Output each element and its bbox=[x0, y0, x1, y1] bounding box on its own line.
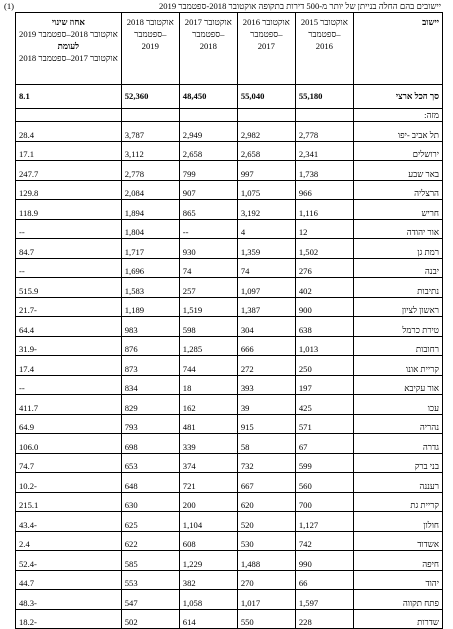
row-value: 721 bbox=[179, 473, 237, 493]
table-row bbox=[16, 161, 443, 181]
row-value: 66 bbox=[295, 570, 353, 590]
table-row bbox=[16, 531, 443, 551]
section-empty-cell bbox=[16, 109, 122, 122]
row-value: 1,488 bbox=[237, 551, 295, 571]
row-value: 997 bbox=[237, 161, 295, 181]
table-row bbox=[16, 453, 443, 473]
row-value: 200 bbox=[179, 492, 237, 512]
row-value: 1,597 bbox=[295, 590, 353, 610]
row-value: 3,192 bbox=[237, 200, 295, 220]
row-change: 106.0 bbox=[16, 434, 122, 454]
table-row bbox=[16, 551, 443, 571]
row-change: -31.9 bbox=[16, 336, 122, 356]
row-city: גדרה bbox=[353, 434, 442, 454]
table-row bbox=[16, 141, 443, 161]
row-value: 3,112 bbox=[121, 141, 179, 161]
header-percent-change bbox=[16, 13, 122, 85]
row-change: 129.8 bbox=[16, 180, 122, 200]
row-value: 18 bbox=[179, 375, 237, 395]
row-value: 865 bbox=[179, 200, 237, 220]
table-row bbox=[16, 570, 443, 590]
row-change: 17.1 bbox=[16, 141, 122, 161]
table-row bbox=[16, 609, 443, 629]
section-row bbox=[16, 109, 443, 122]
section-empty-cell bbox=[179, 109, 237, 122]
row-value: 1,894 bbox=[121, 200, 179, 220]
total-value-2018-2019: 52,360 bbox=[121, 85, 179, 109]
row-value: 698 bbox=[121, 434, 179, 454]
row-city: חיפה bbox=[353, 551, 442, 571]
row-value: 876 bbox=[121, 336, 179, 356]
row-value: 1,738 bbox=[295, 161, 353, 181]
section-empty-cell bbox=[295, 109, 353, 122]
row-value: 648 bbox=[121, 473, 179, 493]
row-value: 990 bbox=[295, 551, 353, 571]
row-value: 520 bbox=[237, 512, 295, 532]
row-value: 1,075 bbox=[237, 180, 295, 200]
row-city: חולון bbox=[353, 512, 442, 532]
row-city: פתח תקווה bbox=[353, 590, 442, 610]
total-change: 8.1 bbox=[16, 85, 122, 109]
table-row bbox=[16, 317, 443, 337]
table-row bbox=[16, 356, 443, 376]
row-value: 732 bbox=[237, 453, 295, 473]
row-value: 530 bbox=[237, 531, 295, 551]
row-value: 2,658 bbox=[237, 141, 295, 161]
row-value: 667 bbox=[237, 473, 295, 493]
row-value: 382 bbox=[179, 570, 237, 590]
table-row bbox=[16, 492, 443, 512]
row-value: 614 bbox=[179, 609, 237, 629]
row-value: 39 bbox=[237, 395, 295, 415]
row-city: יהוד bbox=[353, 570, 442, 590]
table-row bbox=[16, 375, 443, 395]
row-value: 250 bbox=[295, 356, 353, 376]
row-value: 608 bbox=[179, 531, 237, 551]
row-value: 1,189 bbox=[121, 297, 179, 317]
header-period-2017-2018: אוקטובר 2017 –ספטמבר 2018 bbox=[179, 13, 237, 85]
row-change: -- bbox=[16, 258, 122, 278]
row-value: 1,717 bbox=[121, 239, 179, 259]
row-value: -- bbox=[179, 219, 237, 239]
row-change: 64.4 bbox=[16, 317, 122, 337]
row-change: 64.9 bbox=[16, 414, 122, 434]
row-value: 374 bbox=[179, 453, 237, 473]
row-value: 1,387 bbox=[237, 297, 295, 317]
section-label: מזה: bbox=[353, 109, 442, 122]
row-value: 2,084 bbox=[121, 180, 179, 200]
row-value: 793 bbox=[121, 414, 179, 434]
row-city: אור עקיבא bbox=[353, 375, 442, 395]
row-value: 1,013 bbox=[295, 336, 353, 356]
row-value: 2,778 bbox=[295, 122, 353, 142]
row-value: 272 bbox=[237, 356, 295, 376]
row-city: שדרות bbox=[353, 609, 442, 629]
row-value: 1,017 bbox=[237, 590, 295, 610]
row-change: -52.4 bbox=[16, 551, 122, 571]
row-value: 1,229 bbox=[179, 551, 237, 571]
row-value: 834 bbox=[121, 375, 179, 395]
row-value: 620 bbox=[237, 492, 295, 512]
row-value: 915 bbox=[237, 414, 295, 434]
row-city: באר שבע bbox=[353, 161, 442, 181]
header-change-line3: אוקטובר 2017–ספטמבר 2018 bbox=[19, 53, 118, 63]
row-change: 411.7 bbox=[16, 395, 122, 415]
housing-starts-table bbox=[15, 12, 443, 629]
header-city: יישוב bbox=[353, 13, 442, 85]
row-value: 744 bbox=[179, 356, 237, 376]
row-change: -48.3 bbox=[16, 590, 122, 610]
row-city: נהריה bbox=[353, 414, 442, 434]
row-value: 1,097 bbox=[237, 278, 295, 298]
row-city: בני ברק bbox=[353, 453, 442, 473]
row-change: 2.4 bbox=[16, 531, 122, 551]
row-value: 425 bbox=[295, 395, 353, 415]
row-value: 560 bbox=[295, 473, 353, 493]
row-change: -- bbox=[16, 219, 122, 239]
row-value: 162 bbox=[179, 395, 237, 415]
row-value: 1,104 bbox=[179, 512, 237, 532]
row-value: 1,583 bbox=[121, 278, 179, 298]
row-value: 983 bbox=[121, 317, 179, 337]
table-row bbox=[16, 434, 443, 454]
section-empty-cell bbox=[121, 109, 179, 122]
row-value: 585 bbox=[121, 551, 179, 571]
row-value: 1,285 bbox=[179, 336, 237, 356]
row-value: 1,359 bbox=[237, 239, 295, 259]
row-city: חריש bbox=[353, 200, 442, 220]
row-value: 742 bbox=[295, 531, 353, 551]
row-value: 339 bbox=[179, 434, 237, 454]
total-row bbox=[16, 85, 443, 109]
row-change: -18.2 bbox=[16, 609, 122, 629]
row-city: אשדוד bbox=[353, 531, 442, 551]
table-row bbox=[16, 258, 443, 278]
row-value: 1,804 bbox=[121, 219, 179, 239]
row-value: 625 bbox=[121, 512, 179, 532]
row-value: 74 bbox=[237, 258, 295, 278]
row-value: 481 bbox=[179, 414, 237, 434]
row-value: 653 bbox=[121, 453, 179, 473]
table-row bbox=[16, 180, 443, 200]
row-change: -43.4 bbox=[16, 512, 122, 532]
row-value: 502 bbox=[121, 609, 179, 629]
row-value: 2,341 bbox=[295, 141, 353, 161]
row-change: -- bbox=[16, 375, 122, 395]
row-value: 1,696 bbox=[121, 258, 179, 278]
row-city: רעננה bbox=[353, 473, 442, 493]
table-row bbox=[16, 200, 443, 220]
row-change: 247.7 bbox=[16, 161, 122, 181]
row-city: רמת גן bbox=[353, 239, 442, 259]
row-value: 547 bbox=[121, 590, 179, 610]
row-city: ראשון לציון bbox=[353, 297, 442, 317]
row-city: עכו bbox=[353, 395, 442, 415]
table-row bbox=[16, 590, 443, 610]
table-row bbox=[16, 512, 443, 532]
row-value: 900 bbox=[295, 297, 353, 317]
row-change: -10.2 bbox=[16, 473, 122, 493]
row-value: 393 bbox=[237, 375, 295, 395]
row-value: 257 bbox=[179, 278, 237, 298]
header-period-2015-2016: אוקטובר 2015 –ספטמבר 2016 bbox=[295, 13, 353, 85]
row-city: הרצליה bbox=[353, 180, 442, 200]
table-row bbox=[16, 239, 443, 259]
row-value: 553 bbox=[121, 570, 179, 590]
row-value: 638 bbox=[295, 317, 353, 337]
table-row bbox=[16, 395, 443, 415]
row-change: 28.4 bbox=[16, 122, 122, 142]
row-value: 74 bbox=[179, 258, 237, 278]
row-change: 215.1 bbox=[16, 492, 122, 512]
row-city: נתיבות bbox=[353, 278, 442, 298]
row-value: 1,127 bbox=[295, 512, 353, 532]
row-value: 276 bbox=[295, 258, 353, 278]
header-period-2018-2019: אוקטובר 2018 –ספטמבר 2019 bbox=[121, 13, 179, 85]
row-value: 1,058 bbox=[179, 590, 237, 610]
row-city: רחובות bbox=[353, 336, 442, 356]
row-value: 630 bbox=[121, 492, 179, 512]
section-empty-cell bbox=[237, 109, 295, 122]
table-row bbox=[16, 122, 443, 142]
row-value: 571 bbox=[295, 414, 353, 434]
row-value: 228 bbox=[295, 609, 353, 629]
header-change-line2: לעומת bbox=[57, 41, 80, 51]
row-value: 666 bbox=[237, 336, 295, 356]
row-change: 17.4 bbox=[16, 356, 122, 376]
row-value: 966 bbox=[295, 180, 353, 200]
row-value: 1,502 bbox=[295, 239, 353, 259]
row-change: -21.7 bbox=[16, 297, 122, 317]
row-city: אור יהודה bbox=[353, 219, 442, 239]
row-value: 67 bbox=[295, 434, 353, 454]
row-value: 4 bbox=[237, 219, 295, 239]
table-row bbox=[16, 473, 443, 493]
row-value: 829 bbox=[121, 395, 179, 415]
row-change: 74.7 bbox=[16, 453, 122, 473]
total-value-2015-2016: 55,180 bbox=[295, 85, 353, 109]
row-city: טירת כרמל bbox=[353, 317, 442, 337]
row-value: 270 bbox=[237, 570, 295, 590]
row-change: 44.7 bbox=[16, 570, 122, 590]
row-value: 550 bbox=[237, 609, 295, 629]
row-value: 799 bbox=[179, 161, 237, 181]
total-value-2017-2018: 48,450 bbox=[179, 85, 237, 109]
row-value: 598 bbox=[179, 317, 237, 337]
header-change-title: אחוז שינוי bbox=[51, 17, 85, 27]
caption-text: יישובים בהם החלה בנייתן של יותר מ-500 דירות בתקופה אוקטובר 2018-ספטמבר 2019 bbox=[158, 1, 441, 11]
row-value: 1,519 bbox=[179, 297, 237, 317]
row-value: 2,949 bbox=[179, 122, 237, 142]
row-city: תל אביב -יפו bbox=[353, 122, 442, 142]
row-value: 58 bbox=[237, 434, 295, 454]
table-row bbox=[16, 414, 443, 434]
row-value: 700 bbox=[295, 492, 353, 512]
row-value: 3,787 bbox=[121, 122, 179, 142]
row-value: 2,982 bbox=[237, 122, 295, 142]
row-value: 2,658 bbox=[179, 141, 237, 161]
row-city: ירושלים bbox=[353, 141, 442, 161]
caption-number: (1) bbox=[4, 1, 15, 11]
row-value: 930 bbox=[179, 239, 237, 259]
table-row bbox=[16, 336, 443, 356]
row-change: 118.9 bbox=[16, 200, 122, 220]
row-value: 873 bbox=[121, 356, 179, 376]
row-value: 599 bbox=[295, 453, 353, 473]
row-change: 515.9 bbox=[16, 278, 122, 298]
row-city: קריית אונו bbox=[353, 356, 442, 376]
row-value: 622 bbox=[121, 531, 179, 551]
total-label: סך הכל ארצי bbox=[353, 85, 442, 109]
row-city: קריית גת bbox=[353, 492, 442, 512]
row-value: 304 bbox=[237, 317, 295, 337]
row-value: 1,116 bbox=[295, 200, 353, 220]
header-period-2016-2017: אוקטובר 2016 –ספטמבר 2017 bbox=[237, 13, 295, 85]
table-row bbox=[16, 297, 443, 317]
row-change: 84.7 bbox=[16, 239, 122, 259]
row-value: 402 bbox=[295, 278, 353, 298]
table-row bbox=[16, 278, 443, 298]
header-change-line1: אוקטובר 2018–ספטמבר 2019 bbox=[19, 29, 118, 39]
row-value: 907 bbox=[179, 180, 237, 200]
total-value-2016-2017: 55,040 bbox=[237, 85, 295, 109]
row-city: יבנה bbox=[353, 258, 442, 278]
row-value: 197 bbox=[295, 375, 353, 395]
row-value: 12 bbox=[295, 219, 353, 239]
row-value: 2,778 bbox=[121, 161, 179, 181]
table-row bbox=[16, 219, 443, 239]
table-header-row bbox=[16, 13, 443, 85]
